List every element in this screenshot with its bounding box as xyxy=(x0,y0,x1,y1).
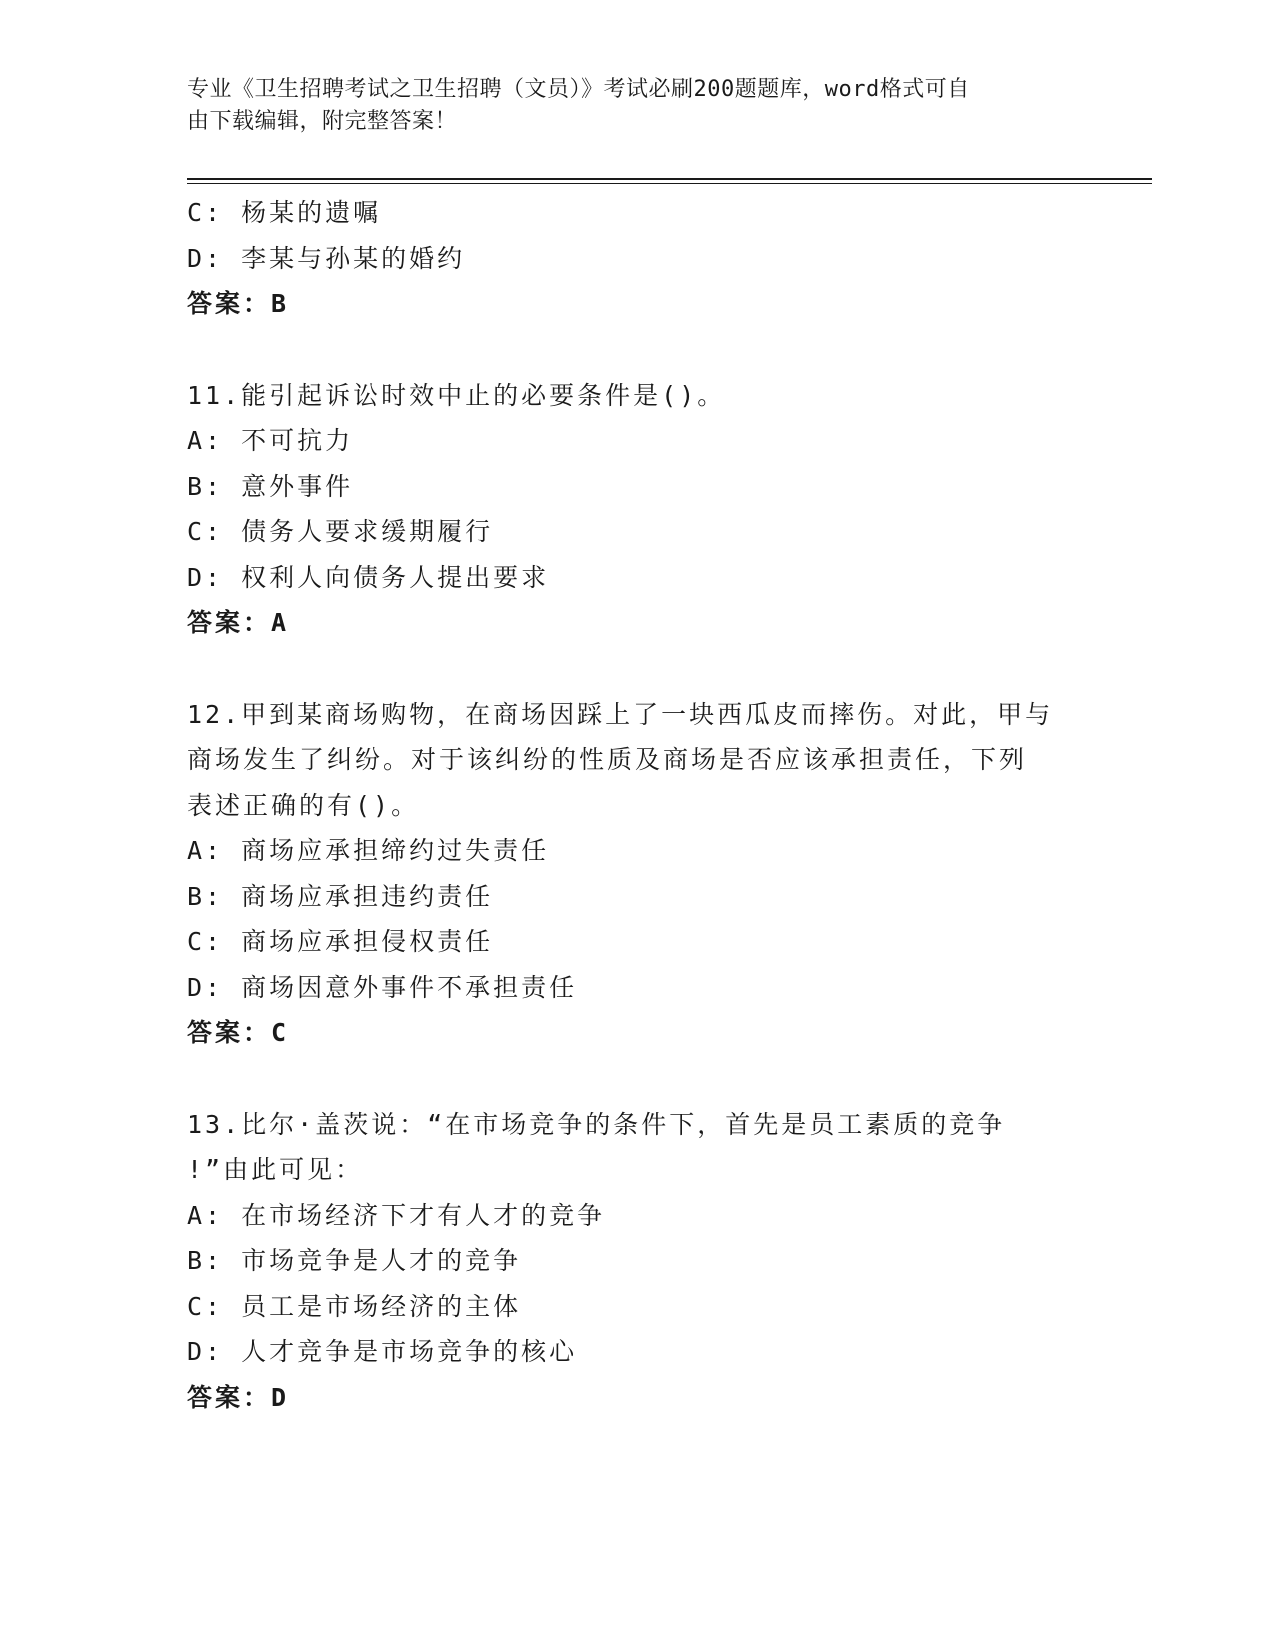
option-c: C: 商场应承担侵权责任 xyxy=(187,927,494,956)
spacer xyxy=(187,646,1087,692)
header-line-1: 专业《卫生招聘考试之卫生招聘（文员）》考试必刷200题题库，word格式可自 xyxy=(187,77,970,102)
document-header xyxy=(187,74,1067,138)
answer-line: 答案：C xyxy=(187,1018,290,1047)
answer-line: 答案：D xyxy=(187,1382,290,1412)
spacer xyxy=(187,327,1087,373)
question-stem-line-1: 13.比尔·盖茨说：“在市场竞争的条件下，首先是员工素质的竞争 xyxy=(187,1109,1006,1139)
question-stem-line-2: !”由此可见： xyxy=(187,1155,364,1184)
question-stem-line-2: 商场发生了纠纷。对于该纠纷的性质及商场是否应该承担责任，下列 xyxy=(187,745,1028,774)
option-a: A: 在市场经济下才有人才的竞争 xyxy=(187,1200,606,1230)
question-stem: 11.能引起诉讼时效中止的必要条件是()。 xyxy=(187,380,726,410)
option-b: B: 商场应承担违约责任 xyxy=(187,881,494,911)
option-c: C: 杨某的遗嘱 xyxy=(187,198,382,227)
answer-line: 答案：A xyxy=(187,608,290,637)
option-d: D: 权利人向债务人提出要求 xyxy=(187,562,550,592)
option-b: B: 意外事件 xyxy=(187,471,354,501)
spacer xyxy=(187,1056,1087,1102)
header-divider-thick xyxy=(187,178,1152,180)
header-divider-thin xyxy=(187,183,1152,184)
question-list xyxy=(187,190,1087,1420)
option-a: A: 商场应承担缔约过失责任 xyxy=(187,836,550,865)
question-stem-line-3: 表述正确的有()。 xyxy=(187,790,420,820)
answer-line: 答案：B xyxy=(187,289,290,318)
question-fragment xyxy=(187,190,1087,327)
option-c: C: 债务人要求缓期履行 xyxy=(187,517,494,546)
option-c: C: 员工是市场经济的主体 xyxy=(187,1291,522,1321)
option-d: D: 商场因意外事件不承担责任 xyxy=(187,972,578,1002)
question-11 xyxy=(187,373,1087,646)
question-12 xyxy=(187,692,1087,1056)
question-stem-line-1: 12.甲到某商场购物，在商场因踩上了一块西瓜皮而摔伤。对此，甲与 xyxy=(187,699,1054,729)
option-d: D: 李某与孙某的婚约 xyxy=(187,243,466,273)
header-line-2: 由下载编辑，附完整答案！ xyxy=(187,109,458,134)
option-d: D: 人才竞争是市场竞争的核心 xyxy=(187,1337,578,1366)
option-a: A: 不可抗力 xyxy=(187,426,354,455)
option-b: B: 市场竞争是人才的竞争 xyxy=(187,1246,522,1275)
question-13 xyxy=(187,1102,1087,1421)
